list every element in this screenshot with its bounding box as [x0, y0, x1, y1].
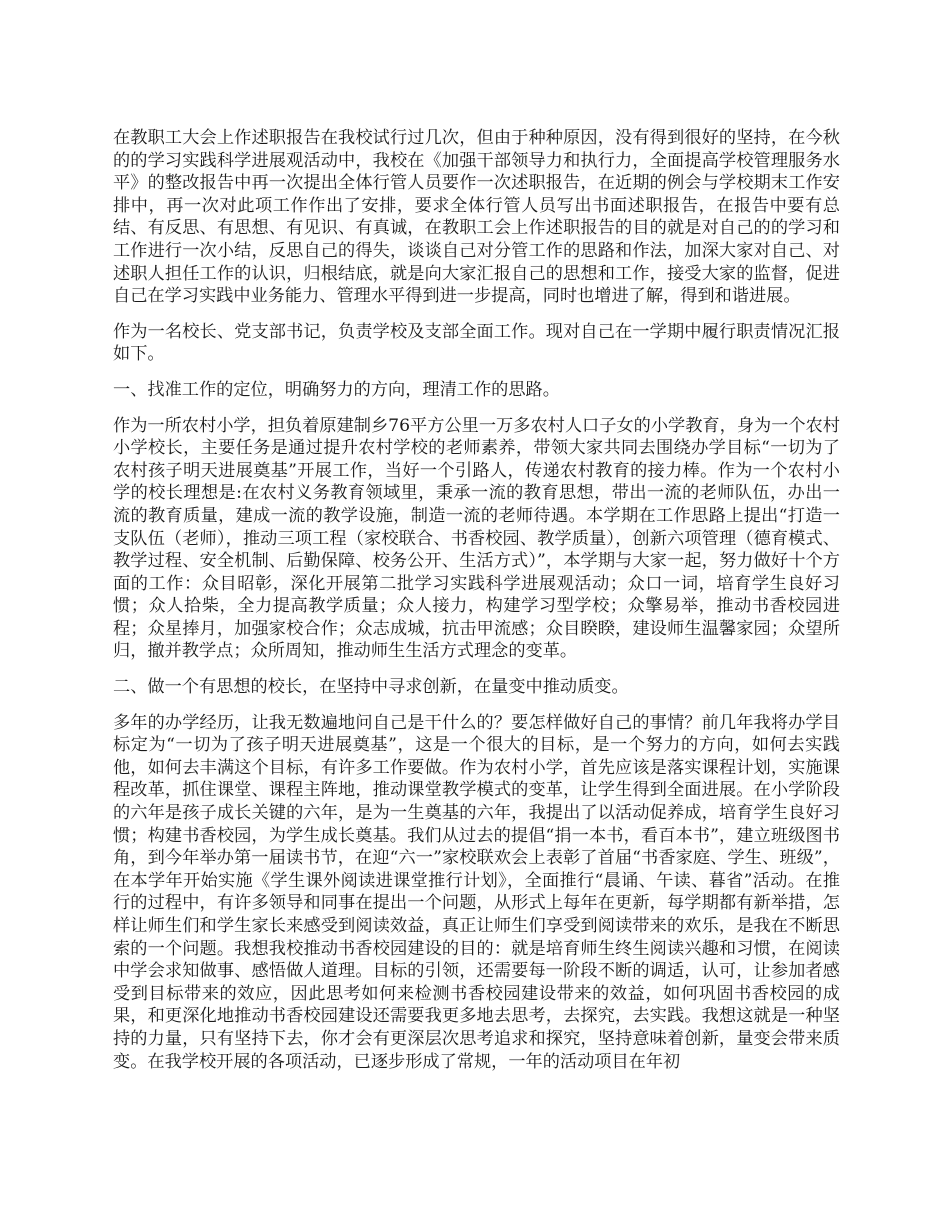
section-heading-2: 二、做一个有思想的校长，在坚持中寻求创新，在量变中推动质变。 — [113, 677, 629, 698]
duty-summary-paragraph: 作为一名校长、党支部书记，负责学校及支部全面工作。现对自己在一学期中履行职责情况汇报如下。 — [113, 321, 840, 365]
intro-paragraph: 在教职工大会上作述职报告在我校试行过几次，但由于种种原因，没有得到很好的坚持，在今秋的的学习实践科学进展观活动中，我校在《加强干部领导力和执行力，全面提高学校管理服务水平》的整改报告中再一次提出全体行管人员要作一次述职报告，在近期的例会与学校期末工作安排中，再一次对此项工作作出了安排，要求全体行管人员写出书面述职报告，在报告中要有总结、有反思、有思想、有见识、有真诚，在教职工会上作述职报告的目的就是对自己的的学习和工作进行一次小结，反思自己的得失，谈谈自己对分管工作的思路和作法，加深大家对自己、对述职人担任工作的认识，归根结底，就是向大家汇报自己的思想和工作，接受大家的监督，促进自己在学习实践中业务能力、管理水平得到进一步提高，同时也增进了解，得到和谐进展。 — [113, 128, 840, 307]
section-2-body: 多年的办学经历，让我无数遍地问自己是干什么的？要怎样做好自己的事情？前几年我将办学目标定为“一切为了孩子明天进展奠基”，这是一个很大的目标，是一个努力的方向，如何去实践他，如何去丰满这个目标，有许多工作要做。作为农村小学，首先应该是落实课程计划，实施课程改革，抓住课堂、课程主阵地，推动课堂教学模式的变革，让学生得到全面进展。在小学阶段的六年是孩子成长关键的六年，是为一生奠基的六年，我提出了以活动促养成，培育学生良好习惯；构建书香校园，为学生成长奠基。我们从过去的提倡“捐一本书，看百本书”，建立班级图书角，到今年举办第一届读书节，在迎“六一”家校联欢会上表彰了首届“书香家庭、学生、班级”，在本学年开始实施《学生课外阅读进课堂推行计划》，全面推行“晨诵、午读、暮省”活动。在推行的过程中，有许多领导和同事在提出一个问题，从形式上每年在更新，每学期都有新举措，怎样让师生们和学生家长来感受到阅读效益，真正让师生们享受到阅读带来的欢乐，是我在不断思索的一个问题。我想我校推动书香校园建设的目的：就是培育师生终生阅读兴趣和习惯，在阅读中学会求知做事、感悟做人道理。目标的引领，还需要每一阶段不断的调适，认可，让参加者感受到目标带来的效应，因此思考如何来检测书香校园建设带来的效益，如何巩固书香校园的成果，和更深化地推动书香校园建设还需要我更多地去思考，去探究，去实践。我想这就是一种坚持的力量，只有坚持下去，你才会有更深层次思考追求和探究，坚持意味着创新，量变会带来质变。在我学校开展的各项活动，已逐步形成了常规，一年的活动项目在年初 — [113, 712, 840, 1072]
section-1-body: 作为一所农村小学，担负着原建制乡76平方公里一万多农村人口子女的小学教育，身为一个农村小学校长，主要任务是通过提升农村学校的老师素养，带领大家共同去围绕办学目标“一切为了农村孩子明天进展奠基”开展工作，当好一个引路人，传递农村教育的接力棒。作为一个农村小学的校长理想是:在农村义务教育领域里，秉承一流的教育思想，带出一流的老师队伍，办出一流的教育质量，建成一流的教学设施，制造一流的老师待遇。本学期在工作思路上提出“打造一支队伍（老师），推动三项工程（家校联合、书香校园、教学质量），创新六项管理（德育模式、教学过程、安全机制、后勤保障、校务公开、生活方式）”，本学期与大家一起，努力做好十个方面的工作：众目昭彰，深化开展第二批学习实践科学进展观活动；众口一词，培育学生良好习惯；众人拾柴，全力提高教学质量；众人接力，构建学习型学校；众擎易举，推动书香校园进程；众星捧月，加强家校合作；众志成城，抗击甲流感；众目睽睽，建设师生温馨家园；众望所归，撤并教学点；众所周知，推动师生生活方式理念的变革。 — [113, 415, 840, 662]
document-page — [113, 127, 840, 1086]
section-heading-1: 一、找准工作的定位，明确努力的方向，理清工作的思路。 — [113, 379, 560, 400]
